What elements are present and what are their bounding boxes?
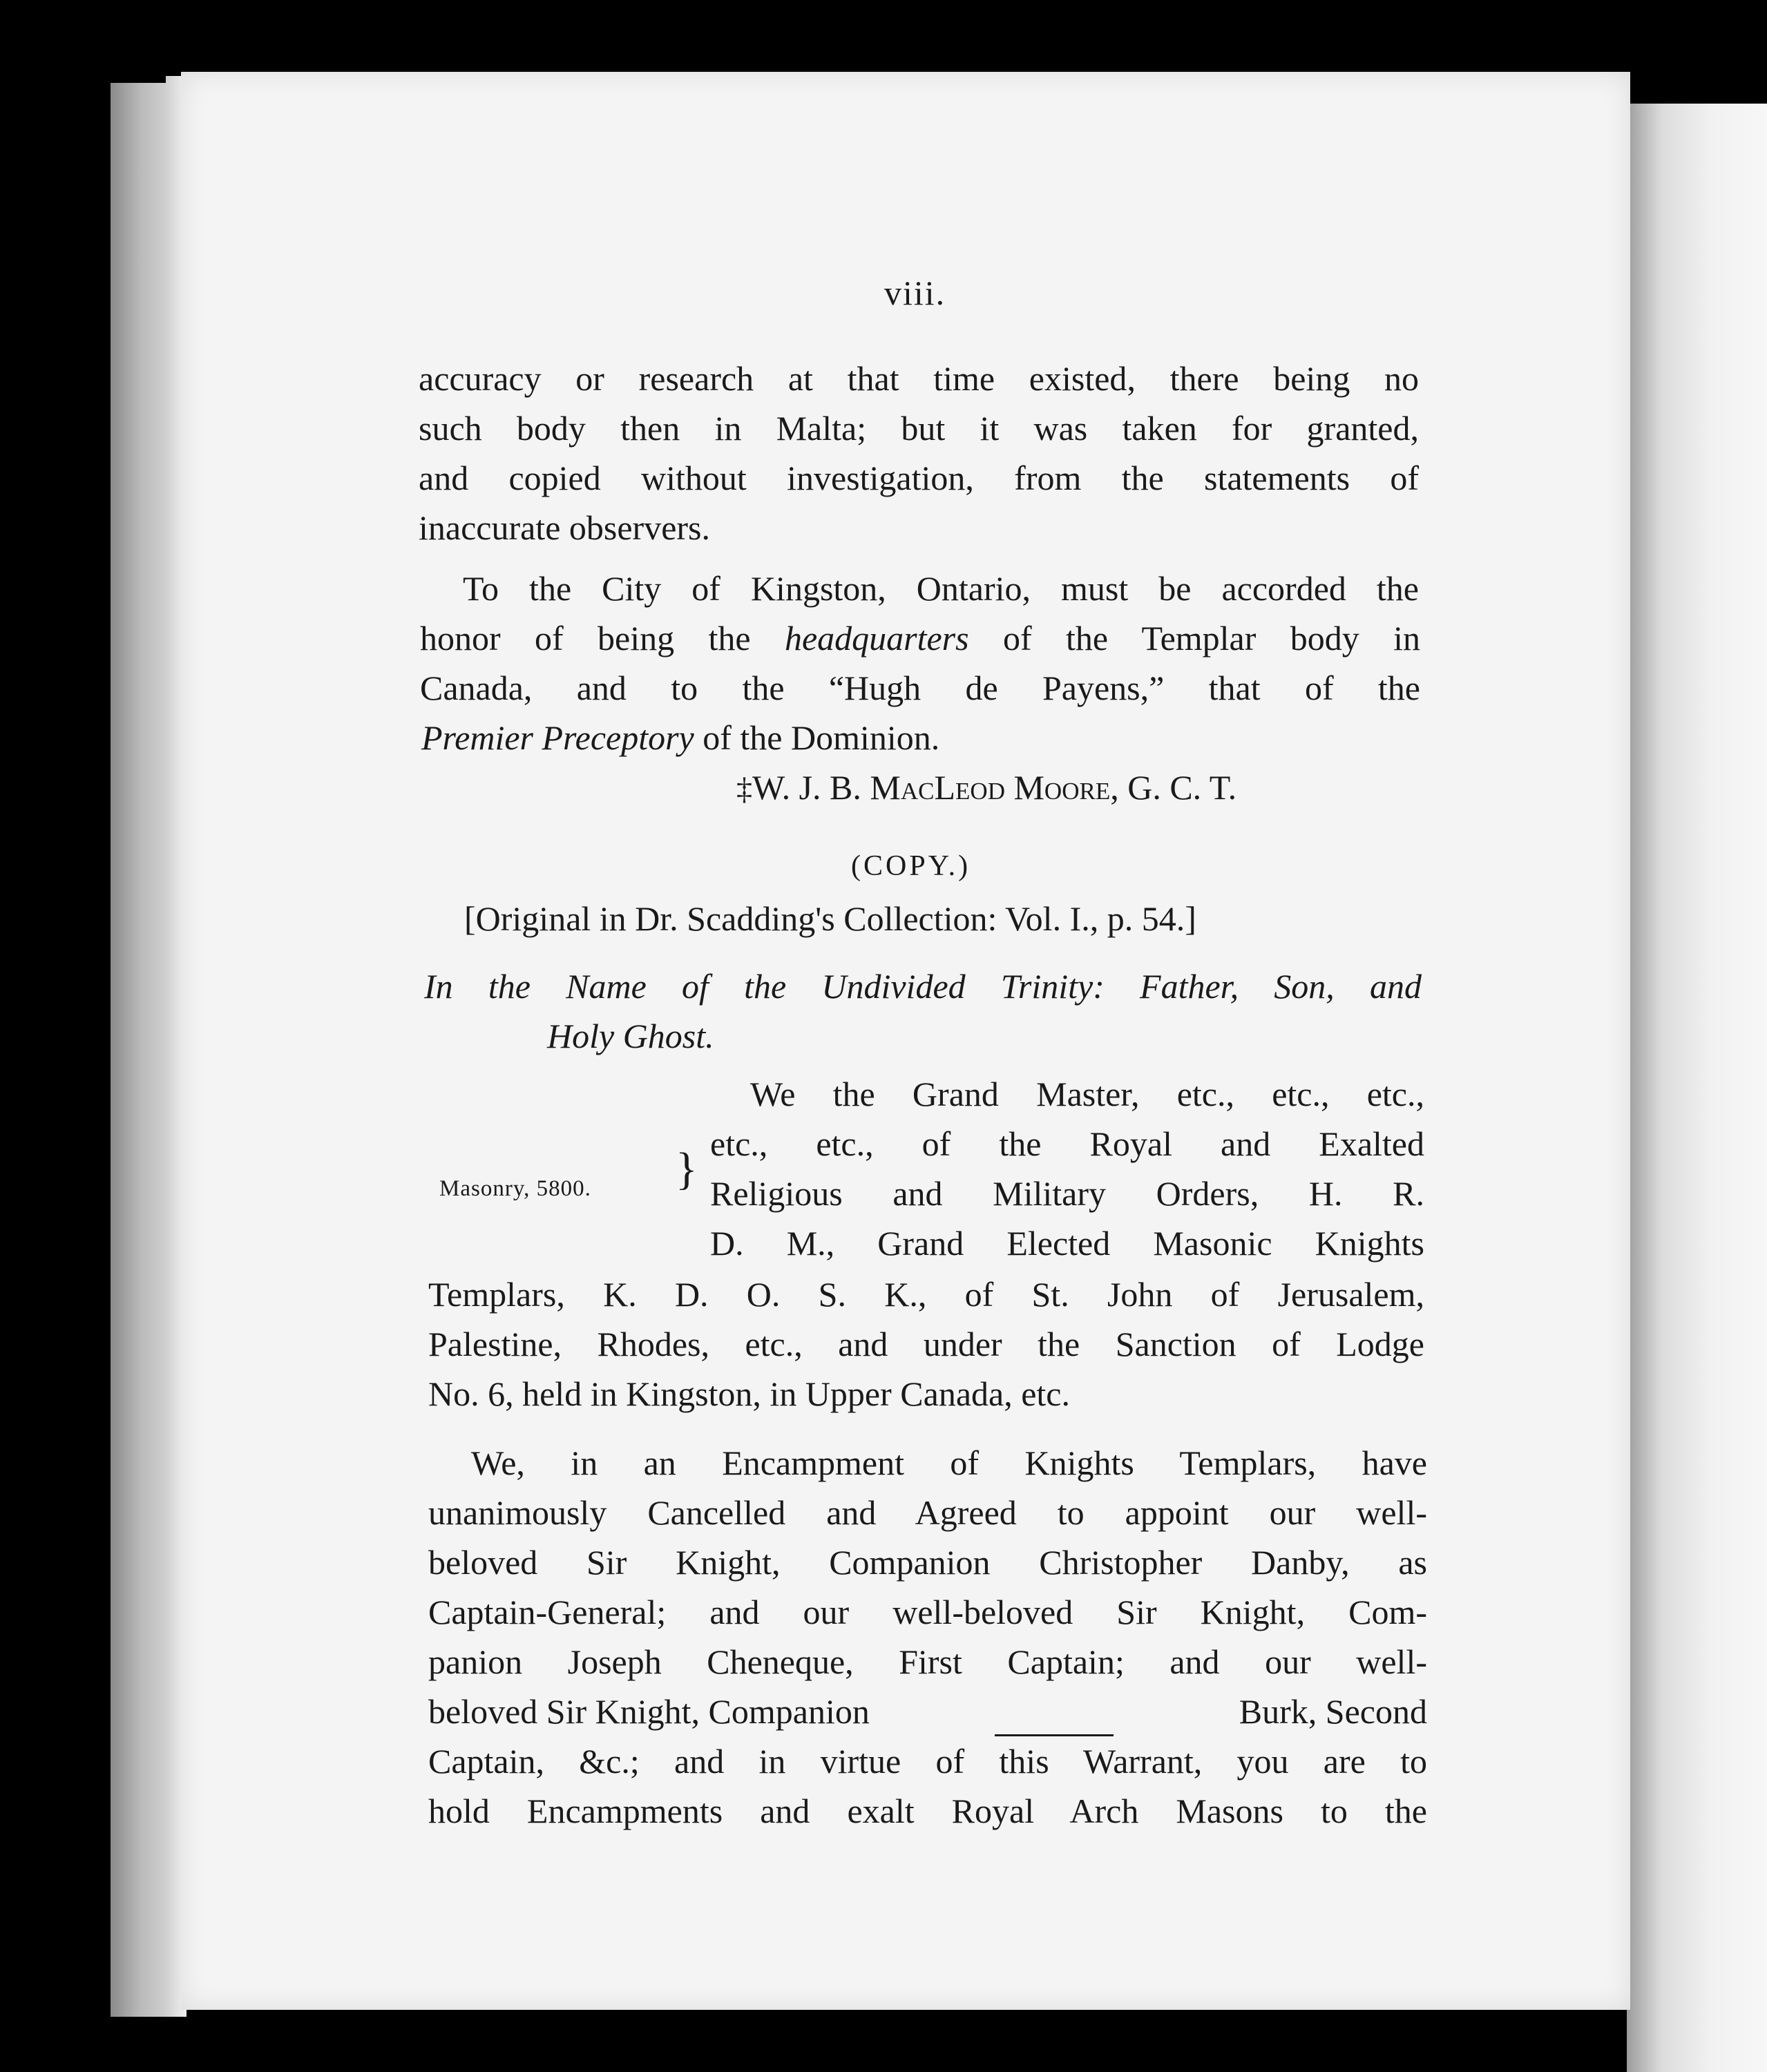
para2-line-2a: honor of being the xyxy=(420,619,785,658)
invocation-line-1: In the Name of the Undivided Trinity: Father, Son, and xyxy=(424,967,1422,1006)
para1-line-2: such body then in Malta; but it was taken for granted, xyxy=(419,409,1419,448)
para4-line-5: panion Joseph Cheneque, First Captain; and our well- xyxy=(428,1642,1427,1681)
para1-line-4: inaccurate observers. xyxy=(419,508,710,547)
double-dagger-icon: ‡ xyxy=(736,771,752,806)
warrant-line-5: Templars, K. D. O. S. K., of St. John of Jerusalem, xyxy=(428,1275,1424,1314)
page-number: viii. xyxy=(884,274,946,312)
para1-line-3: and copied without investigation, from the statements of xyxy=(419,459,1419,497)
para4-line-3: beloved Sir Knight, Companion Christopher Danby, as xyxy=(428,1543,1427,1582)
para2-premier-preceptory: Premier Preceptory xyxy=(421,718,694,757)
warrant-line-6: Palestine, Rhodes, etc., and under the Sanction of Lodge xyxy=(428,1325,1424,1363)
para2-line-3: Canada, and to the “Hugh de Payens,” that of the xyxy=(420,669,1420,707)
para4-line-6 xyxy=(428,1687,1427,1736)
para2-line-4b: of the Dominion. xyxy=(694,718,940,757)
para2-line-2 xyxy=(420,613,1420,663)
para2-headquarters: headquarters xyxy=(784,619,969,658)
warrant-line-7: No. 6, held in Kingston, in Upper Canada, etc. xyxy=(428,1374,1070,1413)
para2-line-1: To the City of Kingston, Ontario, must be accorded the xyxy=(463,569,1419,608)
para4-line-6b: Burk, Second xyxy=(1239,1692,1427,1731)
warrant-line-4: D. M., Grand Elected Masonic Knights xyxy=(710,1224,1424,1263)
warrant-line-3: Religious and Military Orders, H. R. xyxy=(710,1174,1424,1213)
invocation-line-2: Holy Ghost. xyxy=(547,1017,714,1055)
para1-line-1: accuracy or research at that time existed, there being no xyxy=(419,359,1419,398)
original-note: [Original in Dr. Scadding's Collection: Vol. I., p. 54.] xyxy=(464,899,1196,938)
para2-line-4 xyxy=(421,713,939,762)
para4-line-2: unanimously Cancelled and Agreed to appoint our well- xyxy=(428,1493,1427,1532)
marginal-note: Masonry, 5800. xyxy=(439,1176,591,1201)
para4-line-4: Captain-General; and our well-beloved Sir Knight, Com- xyxy=(428,1593,1427,1631)
signature-title: , G. C. T. xyxy=(1110,768,1237,807)
para2-line-2c: of the Templar body in xyxy=(968,619,1421,658)
para4-line-7: Captain, &c.; and in virtue of this Warrant, you are to xyxy=(428,1742,1427,1781)
brace-glyph: } xyxy=(676,1144,698,1194)
signature xyxy=(736,762,1236,814)
warrant-line-1: We the Grand Master, etc., etc., etc., xyxy=(750,1075,1424,1113)
para4-line-6a: beloved Sir Knight, Companion xyxy=(428,1692,870,1731)
name-blank-dash xyxy=(995,1687,1114,1736)
para4-line-8: hold Encampments and exalt Royal Arch Masons to the xyxy=(428,1792,1427,1830)
copy-label: (COPY.) xyxy=(851,850,971,882)
para4-line-1: We, in an Encampment of Knights Templars, have xyxy=(471,1443,1427,1482)
signature-initials: W. J. B. xyxy=(752,768,870,807)
warrant-line-2: etc., etc., of the Royal and Exalted xyxy=(710,1124,1424,1163)
signature-surname: MacLeod Moore xyxy=(870,768,1111,807)
